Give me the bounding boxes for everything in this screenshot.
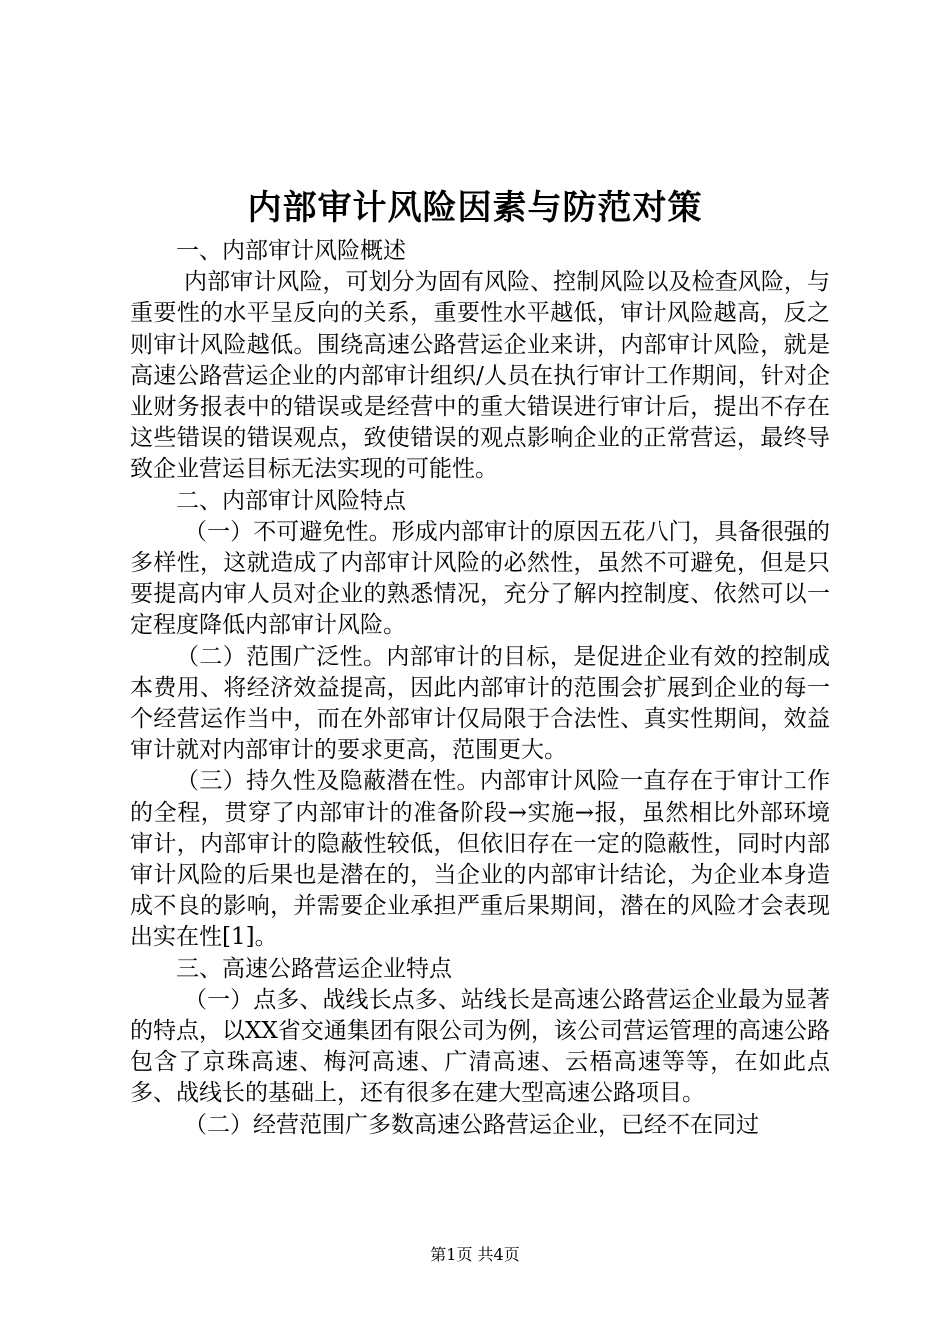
paragraph: 内部审计风险，可划分为固有风险、控制风险以及检查风险，与重要性的水平呈反向的关系，重要性水平越低，审计风险越高，反之则审计风险越低。围绕高速公路营运企业来讲，内部审计风险，就是高速公路营运企业的内部审计组织/人员在执行审计工作期间，针对企业财务报表中的错误或是经营中的重大错误进行审计后，提出不存在这些错误的错误观点，致使错误的观点影响企业的正常营运，最终导致企业营运目标无法实现的可能性。 xyxy=(130,269,830,483)
document-title: 内部审计风险因素与防范对策 xyxy=(247,188,703,228)
paragraph: （二）经营范围广多数高速公路营运企业，已经不在同过 xyxy=(184,1111,759,1138)
section-heading: 三、高速公路营运企业特点 xyxy=(176,955,452,982)
paragraph: （三）持久性及隐蔽潜在性。内部审计风险一直存在于审计工作的全程，贯穿了内部审计的准备阶段→实施→报，虽然相比外部环境审计，内部审计的隐蔽性较低，但依旧存在一定的隐蔽性，同时内部审计风险的后果也是潜在的，当企业的内部审计结论，为企业本身造成不良的影响，并需要企业承担严重后果期间，潜在的风险才会表现出实在性[1]。 xyxy=(130,768,830,951)
document-body xyxy=(130,236,830,1141)
page-footer: 第1页 共4页 xyxy=(430,1245,520,1264)
paragraph: （二）范围广泛性。内部审计的目标，是促进企业有效的控制成本费用、将经济效益提高，因此内部审计的范围会扩展到企业的每一个经营运作当中，而在外部审计仅局限于合法性、真实性期间，效益审计就对内部审计的要求更高，范围更大。 xyxy=(130,643,830,764)
section-heading: 一、内部审计风险概述 xyxy=(176,238,406,264)
section-heading: 二、内部审计风险特点 xyxy=(176,487,406,514)
paragraph: （一）不可避免性。形成内部审计的原因五花八门，具备很强的多样性，这就造成了内部审计风险的必然性，虽然不可避免，但是只要提高内审人员对企业的熟悉情况，充分了解内控制度、依然可以一定程度降低内部审计风险。 xyxy=(130,518,830,639)
paragraph: （一）点多、战线长点多、站线长是高速公路营运企业最为显著的特点，以XX省交通集团有限公司为例，该公司营运管理的高速公路包含了京珠高速、梅河高速、广清高速、云梧高速等等，在如此点多、战线长的基础上，还有很多在建大型高速公路项目。 xyxy=(130,986,830,1107)
